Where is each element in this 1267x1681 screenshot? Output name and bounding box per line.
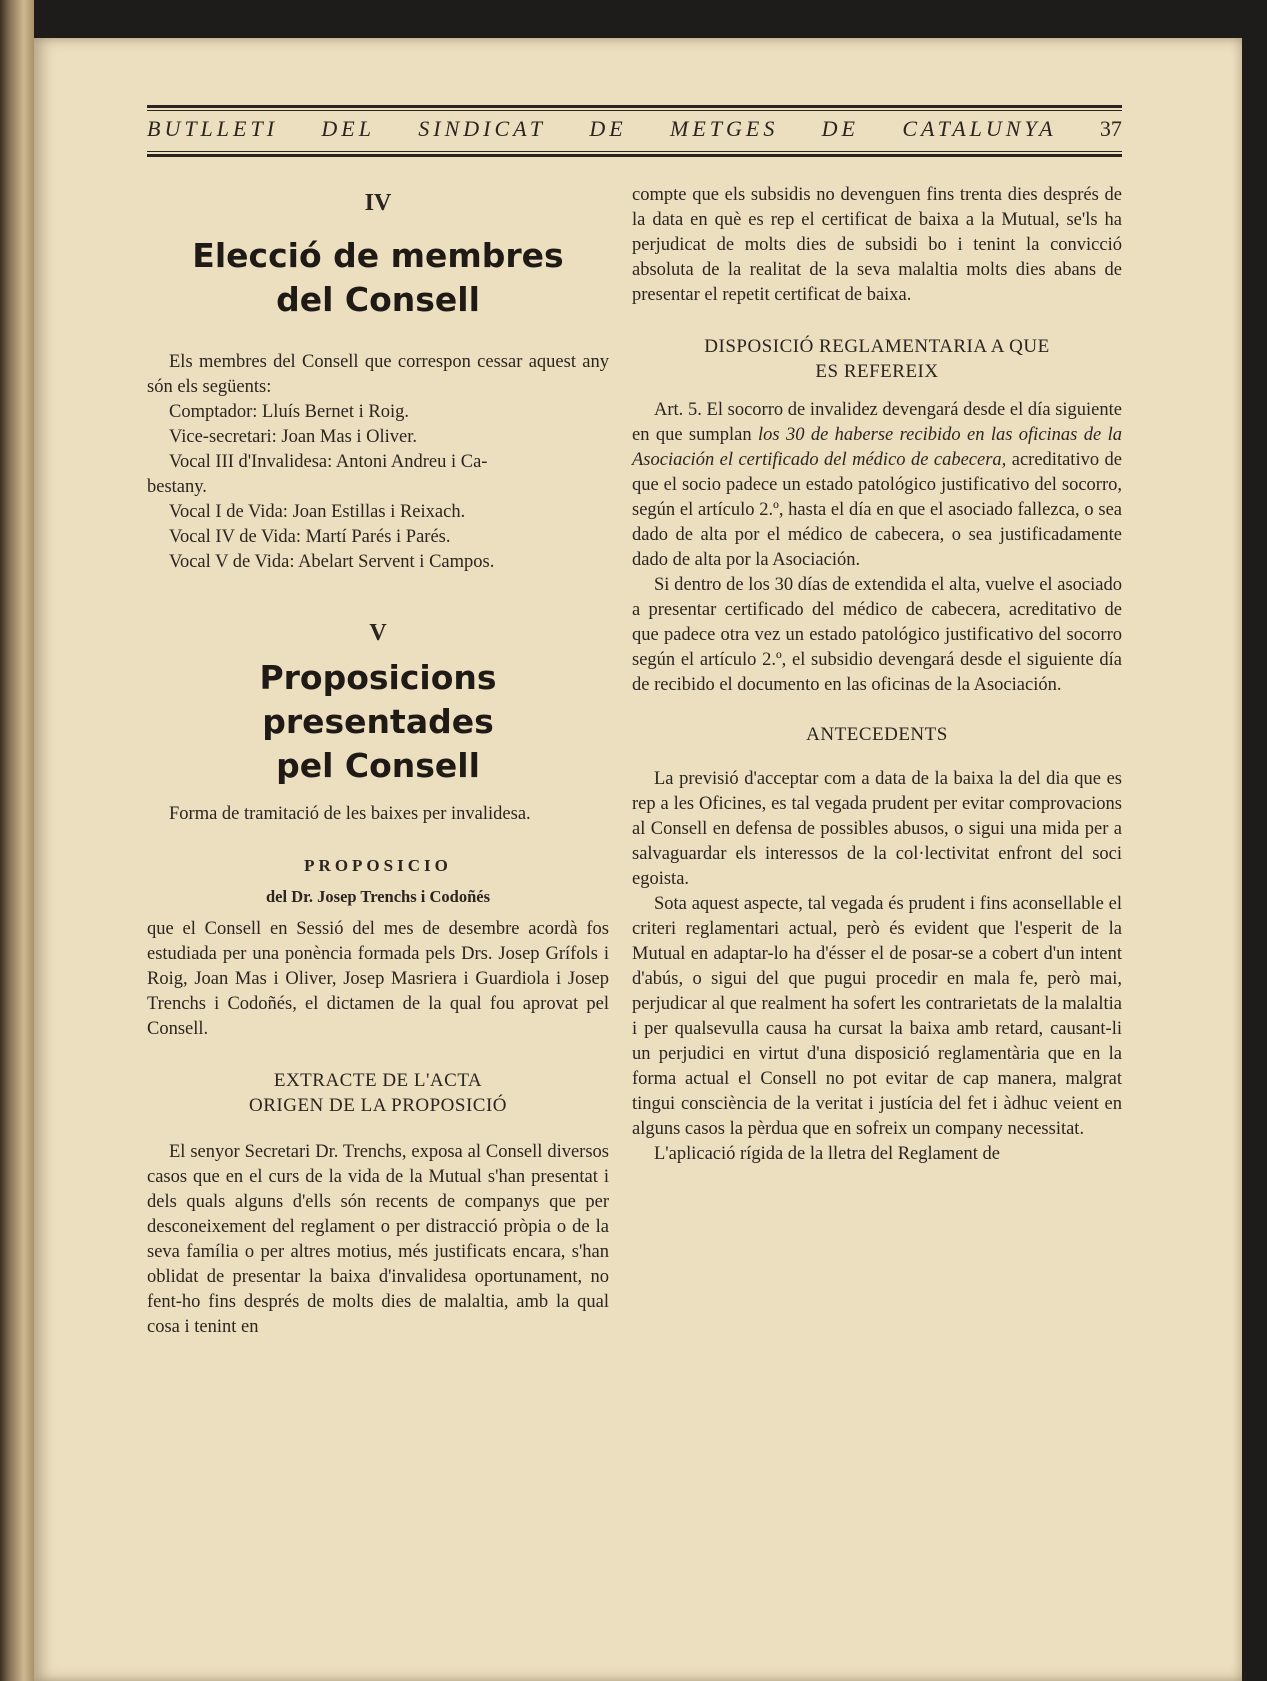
header-word: DEL [321,116,375,141]
paragraph: Sota aquest aspecte, tal vegada és prudent i fins aconsellable el criteri reglamentari actual, però és evident que l'esperit de la Mutual en adaptar-lo ha d'ésser el de posar-se a cobert d'un intent d'abús, o sigui del que pugui procedir en mala fe, però mai, perjudicar al que realment ha sofert les contrarietats de la malaltia i per qualsevulla causa ha cursat la baixa amb retard, causant-li un perjudici en virtut d'una disposició reglamentària que en la forma actual el Consell no pot evitar de cap manera, malgrat tingui consciència de la veritat i justícia del fet i àdhuc veient en alguns casos la pèrdua que en sofreix un company necessitat. [632,894,1122,1139]
book-spine [0,0,34,1681]
subsection-heading: ORIGEN DE LA PROPOSICIÓ [249,1095,507,1116]
section-title [147,656,609,788]
list-item: Comptador: Lluís Bernet i Roig. [169,402,409,422]
header-word: METGES [670,116,779,141]
document-page [34,38,1242,1681]
header-rule [147,154,1122,157]
section-numeral: V [369,620,387,646]
section-numeral: IV [364,190,392,216]
member-list [147,400,609,575]
header-word: SINDICAT [418,116,547,141]
subsection-heading: ANTECEDENTS [806,724,948,745]
list-item: Vocal I de Vida: Joan Estillas i Reixach. [169,502,466,522]
header-word: BUTLLETI [147,116,279,141]
title-line: Proposicions presentades [259,658,497,741]
header-rule [147,105,1122,108]
list-item: bestany. [147,477,207,497]
header-word: CATALUNYA [902,116,1057,141]
page-number: 37 [1099,116,1122,141]
paragraph: que el Consell en Sessió del mes de desembre acordà fos estudiada per una ponència formada pels Drs. Josep Grífols i Roig, Joan Mas i Oliver, Josep Masriera i Guardiola i Josep Trenchs i Codoñés, el dictamen de la qual fou aprovat pel Consell. [147,919,609,1039]
section-title [147,234,609,322]
list-item: Vocal IV de Vida: Martí Parés i Parés. [169,527,451,547]
paragraph: La previsió d'acceptar com a data de la baixa la del dia que es rep a les Oficines, es tal vegada prudent per evitar comprovacions al Consell en defensa de possibles abusos, o sigui una mida per a salvaguardar els interessos de la col·lectivitat enfront del soci egoista. [632,769,1122,889]
journal-title [147,116,1122,142]
article-text: acreditativo de que el socio padece un estado patológico justificativo del socorro, según el artículo 2.º, hasta el día en que el asociado fallezca, o sea dado de alta por el médico de cabecera, o sea justificadamente dado de alta por la Asociación. [632,450,1122,570]
article-paragraph [632,398,1122,573]
header-word: DE [821,116,859,141]
subsection-heading: EXTRACTE DE L'ACTA [273,1070,483,1091]
article-text: Art. 5. El socorro de invalidez devengará desde el día siguiente en que sumplan [632,400,1122,445]
title-line: pel Consell [276,746,480,785]
right-column [632,183,1122,1167]
header-rule [147,110,1122,111]
left-column [147,183,609,1340]
paragraph: L'aplicació rígida de la lletra del Reglament de [654,1144,1000,1164]
paragraph: compte que els subsidis no devenguen fins trenta dies després de la data en què es rep el certificat de baixa a la Mutual, se'ls ha perjudicat de molts dies de subsidi bo i tenint la convicció absoluta de la realitat de la seva malaltia molts dies abans de presentar el repetit certificat de baixa. [632,185,1122,305]
subsection-heading: ES REFEREIX [815,361,939,382]
title-line: del Consell [276,280,480,319]
header-rule [147,151,1122,152]
list-item: Vocal V de Vida: Abelart Servent i Campos. [169,552,495,572]
subsection-heading: DISPOSICIÓ REGLAMENTARIA A QUE [704,336,1050,357]
title-line: Elecció de membres [192,236,564,275]
subsection-heading: PROPOSICIO [304,856,452,875]
header-word: DE [589,116,627,141]
author-line: del Dr. Josep Trenchs i Codoñés [265,887,490,906]
paragraph: Els membres del Consell que correspon cessar aquest any són els següents: [147,352,609,397]
list-item: Vocal III d'Invalidesa: Antoni Andreu i Ca- [169,452,488,472]
list-item: Vice-secretari: Joan Mas i Oliver. [169,427,418,447]
article-italic-text: los 30 de haberse recibido en las oficinas de la Asociación el certificado del médico de cabecera, [632,425,1122,470]
running-header [147,103,1122,163]
paragraph: Si dentro de los 30 días de extendida el alta, vuelve el asociado a presentar certificado del médico de cabecera, acreditativo de que padece otra vez un estado patológico justificativo del socorro según el artículo 2.º, el subsidio devengará desde el siguiente día de recibido el documento en las oficinas de la Asociación. [632,575,1122,695]
paragraph: El senyor Secretari Dr. Trenchs, exposa al Consell diversos casos que en el curs de la vida de la Mutual s'han presentat i dels quals alguns d'ells són recents de companys que per desconeixement del reglament o per distracció pròpia o de la seva família o per altres motius, més justificats encara, s'han oblidat de presentar la baixa d'invalidesa oportunament, no fent-ho fins després de molts dies de malaltia, amb la qual cosa i tenint en [147,1142,609,1337]
paragraph: Forma de tramitació de les baixes per invalidesa. [169,804,531,824]
